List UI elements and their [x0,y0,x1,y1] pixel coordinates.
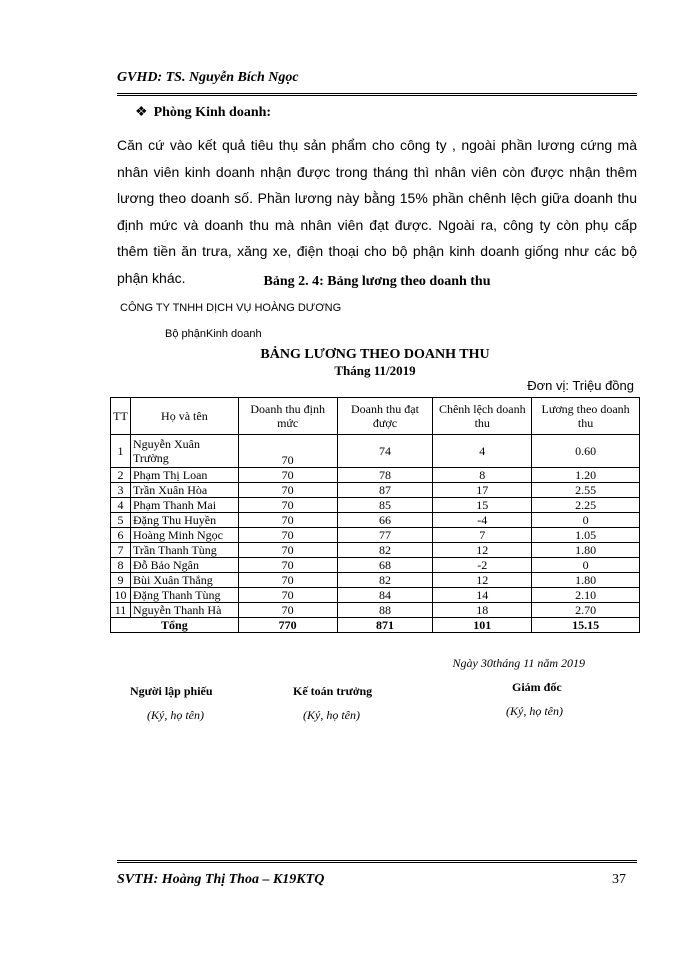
cell-salary: 2.25 [532,498,640,513]
cell-salary: 2.55 [532,483,640,498]
cell-tt: 10 [111,588,131,603]
cell-tt: 6 [111,528,131,543]
cell-diff: -4 [433,513,532,528]
cell-tt: 4 [111,498,131,513]
cell-salary: 1.80 [532,543,640,558]
header-rule [117,93,637,96]
cell-target: 70 [238,513,337,528]
total-salary: 15.15 [532,618,640,633]
cell-actual: 84 [337,588,433,603]
cell-diff: 17 [433,483,532,498]
table-title: BẢNG LƯƠNG THEO DOANH THU [260,347,490,362]
cell-diff: 12 [433,543,532,558]
cell-actual: 88 [337,603,433,618]
department-name: Bộ phậnKinh doanh [165,328,262,340]
table-row [111,483,640,498]
col-header-actual: Doanh thu đạt được [337,398,433,435]
table-row [111,513,640,528]
table-caption: Bảng 2. 4: Bảng lương theo doanh thu [263,274,491,289]
table-header-row [111,398,640,435]
cell-actual: 87 [337,483,433,498]
cell-name: Đặng Thanh Tùng [130,588,238,603]
date-line: Ngày 30tháng 11 năm 2019 [452,656,585,670]
table-row [111,498,640,513]
cell-tt: 3 [111,483,131,498]
cell-name: Bùi Xuân Thắng [130,573,238,588]
signature-note-accountant: (Ký, họ tên) [303,708,360,722]
total-target: 770 [238,618,337,633]
cell-target: 70 [238,468,337,483]
cell-name: Hoàng Minh Ngọc [130,528,238,543]
company-name: CÔNG TY TNHH DỊCH VỤ HOÀNG DƯƠNG [120,302,342,314]
footer-student: SVTH: Hoàng Thị Thoa – K19KTQ [117,872,325,887]
col-header-tt: TT [111,398,131,435]
cell-target: 70 [238,588,337,603]
cell-tt: 7 [111,543,131,558]
cell-target: 70 [238,573,337,588]
section-heading [135,104,271,121]
table-row [111,603,640,618]
cell-diff: 15 [433,498,532,513]
cell-actual: 85 [337,498,433,513]
cell-salary: 2.70 [532,603,640,618]
cell-diff: 4 [433,435,532,468]
diamond-bullet-icon: ❖ [135,105,148,120]
cell-name: Nguyễn Thanh Hà [130,603,238,618]
table-row [111,558,640,573]
cell-salary: 0.60 [532,435,640,468]
cell-target: 70 [238,558,337,573]
col-header-salary: Lương theo doanh thu [532,398,640,435]
cell-name: Đặng Thu Huyền [130,513,238,528]
cell-actual: 78 [337,468,433,483]
unit-label: Đơn vị: Triệu đồng [527,378,634,393]
cell-diff: 14 [433,588,532,603]
cell-actual: 74 [337,435,433,468]
cell-name: Nguyễn Xuân Trường [130,435,238,468]
cell-name: Trần Xuân Hòa [130,483,238,498]
cell-salary: 2.10 [532,588,640,603]
cell-tt: 2 [111,468,131,483]
table-row [111,573,640,588]
total-label: Tổng [111,618,239,633]
cell-tt: 11 [111,603,131,618]
cell-tt: 5 [111,513,131,528]
cell-name: Đỗ Bảo Ngân [130,558,238,573]
table-row [111,468,640,483]
cell-name: Phạm Thanh Mai [130,498,238,513]
col-header-target: Doanh thu định mức [238,398,337,435]
cell-actual: 82 [337,573,433,588]
salary-table [110,397,640,633]
cell-actual: 68 [337,558,433,573]
cell-diff: -2 [433,558,532,573]
cell-tt: 1 [111,435,131,468]
table-total-row [111,618,640,633]
cell-salary: 1.05 [532,528,640,543]
cell-actual: 82 [337,543,433,558]
cell-salary: 1.80 [532,573,640,588]
cell-diff: 12 [433,573,532,588]
cell-salary: 1.20 [532,468,640,483]
signature-title-accountant: Kế toán trưởng [293,684,373,698]
header-advisor: GVHD: TS. Nguyễn Bích Ngọc [117,70,299,85]
footer-rule [117,860,637,863]
cell-actual: 66 [337,513,433,528]
table-row [111,435,640,468]
cell-target: 70 [238,498,337,513]
cell-diff: 18 [433,603,532,618]
cell-salary: 0 [532,513,640,528]
table-row [111,528,640,543]
table-row [111,543,640,558]
cell-diff: 8 [433,468,532,483]
cell-target: 70 [238,435,337,468]
cell-tt: 9 [111,573,131,588]
cell-name: Phạm Thị Loan [130,468,238,483]
cell-diff: 7 [433,528,532,543]
table-month: Tháng 11/2019 [334,363,416,378]
total-actual: 871 [337,618,433,633]
cell-salary: 0 [532,558,640,573]
section-title: Phòng Kinh doanh: [153,105,272,120]
table-row [111,588,640,603]
signature-title-director: Giám đốc [512,680,562,694]
cell-target: 70 [238,603,337,618]
cell-tt: 8 [111,558,131,573]
signature-note-preparer: (Ký, họ tên) [147,708,204,722]
cell-target: 70 [238,483,337,498]
signature-note-director: (Ký, họ tên) [506,704,563,718]
total-diff: 101 [433,618,532,633]
col-header-diff: Chênh lệch doanh thu [433,398,532,435]
cell-name: Trần Thanh Tùng [130,543,238,558]
cell-target: 70 [238,528,337,543]
body-paragraph: Căn cứ vào kết quả tiêu thụ sản phẩm cho công ty , ngoài phần lương cứng mà nhân viên kinh doanh nhận được trong tháng thì nhân viên còn được nhận thêm lương theo doanh số. Phần lương này bằng 15% phần chênh lệch giữa doanh thu định mức và doanh thu mà nhân viên đạt được. Ngoài ra, công ty còn phụ cấp thêm tiền ăn trưa, xăng xe, điện thoại cho bộ phận kinh doanh giống như các bộ phận khác. [117,137,637,286]
cell-actual: 77 [337,528,433,543]
page-number: 37 [612,872,626,887]
signature-title-preparer: Người lập phiếu [130,684,213,698]
col-header-name: Họ và tên [130,398,238,435]
cell-target: 70 [238,543,337,558]
